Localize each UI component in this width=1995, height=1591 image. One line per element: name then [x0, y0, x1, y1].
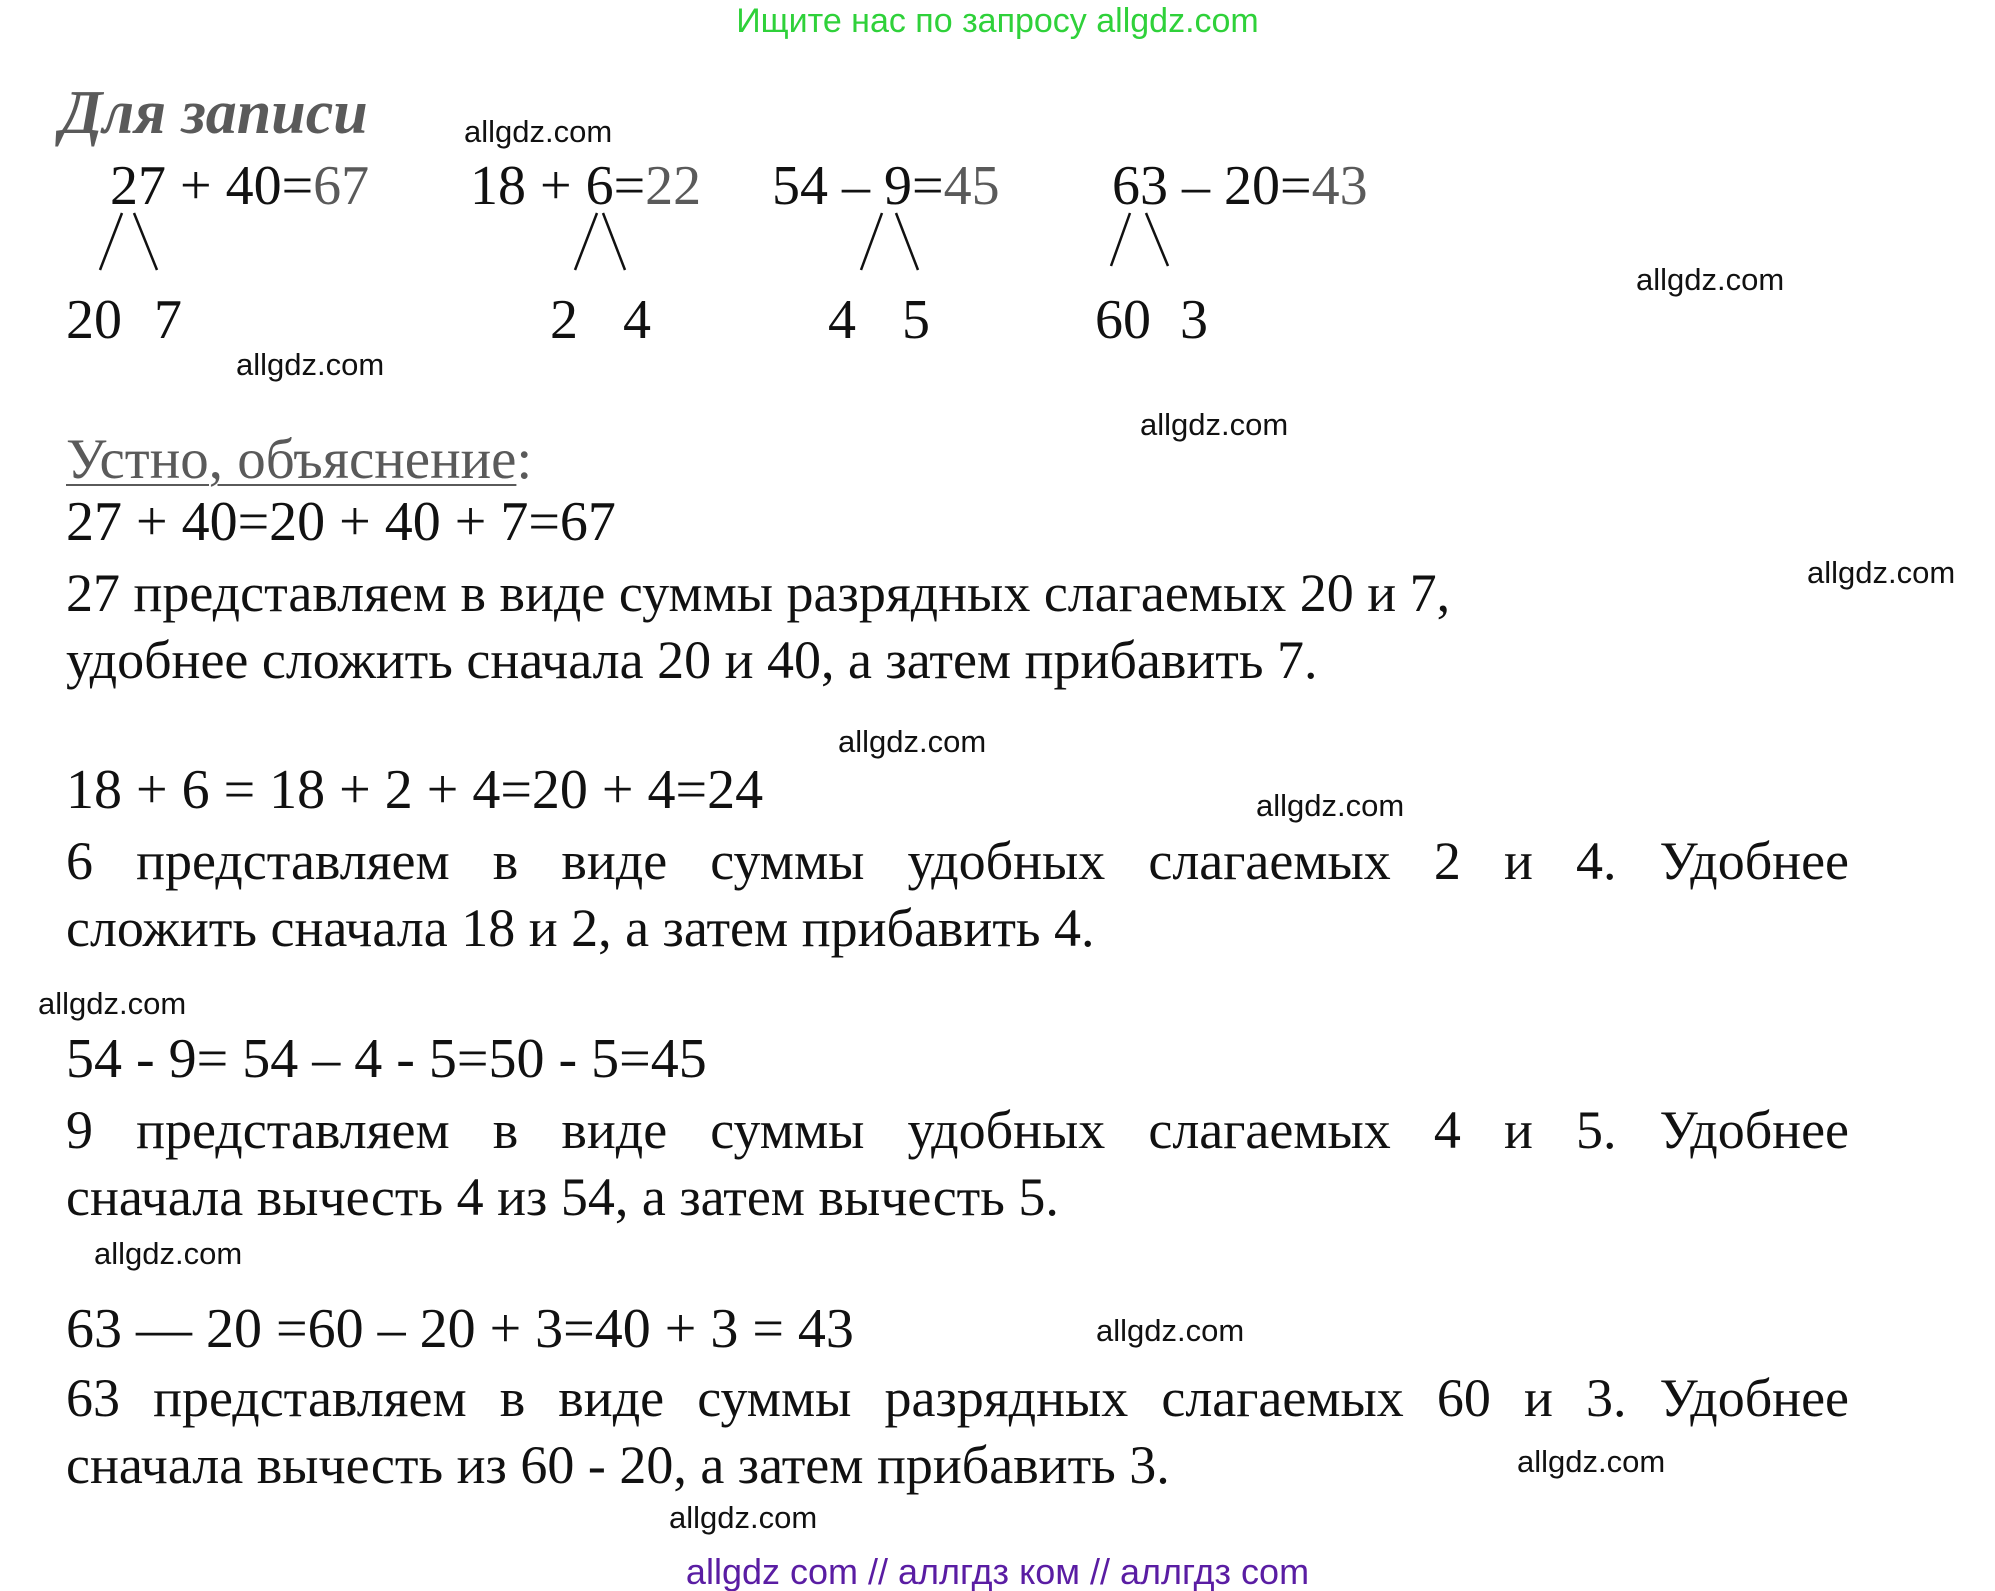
expression-operands: 54 – 9= [772, 155, 944, 217]
watermark: allgdz.com [236, 347, 385, 382]
expression-result: 67 [313, 155, 370, 217]
watermark: allgdz.com [669, 1500, 818, 1535]
expression-result: 45 [943, 155, 1000, 217]
decomposition-part: 4 [828, 289, 856, 351]
explanation-line: сначала вычесть из 60 - 20, а затем прибавить 3. [66, 1435, 1170, 1495]
watermark: allgdz.com [1096, 1313, 1245, 1348]
explanation-1 [66, 560, 1849, 694]
expression-result: 22 [645, 155, 702, 217]
explanation-line: 27 представляем в виде суммы разрядных слагаемых 20 и 7, [66, 563, 1451, 623]
watermark: allgdz.com [1517, 1444, 1666, 1479]
branch-line [896, 213, 918, 270]
explanation-3 [66, 1097, 1849, 1231]
decomposition-part: 3 [1180, 289, 1208, 351]
branch-line [1111, 213, 1130, 266]
decomposition-part: 4 [623, 289, 651, 351]
equation-1: 27 + 40=20 + 40 + 7=67 [66, 491, 616, 553]
oral-title [66, 428, 532, 492]
decomposition-part: 60 [1095, 289, 1151, 351]
top-banner[interactable]: Ищите нас по запросу allgdz.com [736, 2, 1259, 40]
decomposition-part: 5 [902, 289, 930, 351]
explanation-line: сложить сначала 18 и 2, а затем прибавить 4. [66, 898, 1095, 958]
decomposition-part: 20 [66, 289, 122, 351]
expression-result: 43 [1311, 155, 1368, 217]
expression-operands: 27 + 40= [110, 155, 314, 217]
watermark: allgdz.com [38, 986, 187, 1021]
heading: Для записи [60, 79, 368, 147]
watermark: allgdz.com [464, 114, 613, 149]
branch-line [603, 213, 625, 270]
oral-title-colon: : [516, 428, 533, 491]
explanation-line: 6 представляем в виде суммы удобных слагаемых 2 и 4. Удобнее [66, 831, 1849, 891]
branch-line [861, 213, 882, 270]
explanation-line: 9 представляем в виде суммы удобных слагаемых 4 и 5. Удобнее [66, 1100, 1849, 1160]
expression-operands: 63 – 20= [1112, 155, 1312, 217]
oral-title-text: Устно, объяснение [66, 428, 517, 491]
watermark: allgdz.com [838, 724, 987, 759]
explanation-line: удобнее сложить сначала 20 и 40, а затем прибавить 7. [66, 630, 1318, 690]
watermark: allgdz.com [1636, 262, 1785, 297]
branch-line [575, 213, 597, 270]
watermark: allgdz.com [1256, 788, 1405, 823]
watermark: allgdz.com [1140, 407, 1289, 442]
explanation-2 [66, 828, 1849, 962]
equation-3: 54 - 9= 54 – 4 - 5=50 - 5=45 [66, 1028, 707, 1090]
branch-line [1146, 213, 1168, 266]
equation-4: 63 — 20 =60 – 20 + 3=40 + 3 = 43 [66, 1298, 854, 1360]
decomposition-part: 7 [154, 289, 182, 351]
explanation-line: 63 представляем в виде суммы разрядных слагаемых 60 и 3. Удобнее [66, 1368, 1849, 1428]
watermark: allgdz.com [1807, 555, 1956, 590]
footer-links[interactable]: allgdz com // аллгдз ком // аллгдз com [685, 1551, 1310, 1591]
expression-operands: 18 + 6= [470, 155, 646, 217]
explanation-4 [66, 1365, 1849, 1499]
branch-line [100, 213, 122, 270]
watermark: allgdz.com [94, 1236, 243, 1271]
branch-line [134, 213, 157, 270]
decomposition-part: 2 [550, 289, 578, 351]
equation-2: 18 + 6 = 18 + 2 + 4=20 + 4=24 [66, 759, 764, 821]
explanation-line: сначала вычесть 4 из 54, а затем вычесть 5. [66, 1167, 1059, 1227]
